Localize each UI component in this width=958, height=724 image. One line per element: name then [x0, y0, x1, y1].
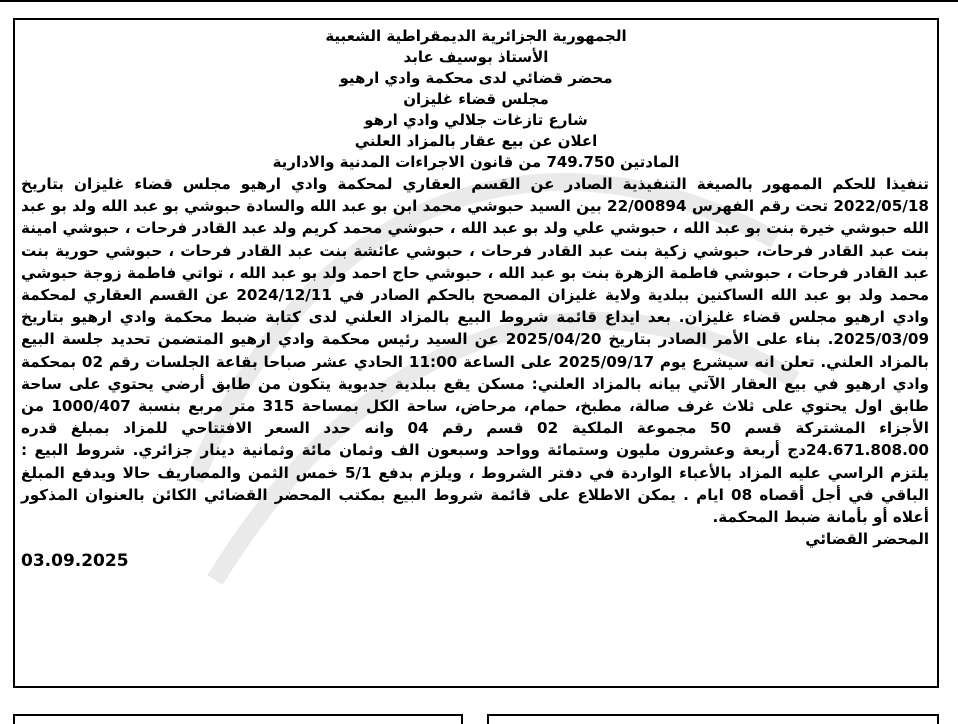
notice-date: 03.09.2025	[21, 551, 129, 572]
header-council: مجلس قضاء غليزان	[403, 90, 549, 108]
signature-label: المحضر القضائي	[805, 530, 929, 549]
header-bailiff-court: محضر قضائي لدى محكمة وادي ارهيو	[339, 69, 613, 87]
header-notice-title: اعلان عن بيع عقار بالمزاد العلني	[354, 132, 598, 150]
header-address: شارع تازغات جلالي وادي ارهو	[364, 111, 588, 129]
notice-body: تنفيذا للحكم الممهور بالصيغة التنفيذية الصادر عن القسم العقاري لمحكمة وادي ارهيو مجلس قضاء غليزان بتاريخ 2022/05/18 تحت رقم الفهرس 22/00894 بين السيد حبوشي محمد ابن بو عبد الله والسادة حبوشي بو عبد الله ولد بو عبد الله حبوشي خيرة بنت بو عبد الله ، حبوشي علي ولد بو عبد الله ، حبوشي محمد كريم ولد عبد القادر فرحات ، حبوشي امينة بنت عبد القادر فرحات، حبوشي زكية بنت عبد القادر فرحات ، حبوشي عائشة بنت عبد القادر فرحات ، حبوشي حورية بنت عبد القادر فرحات ، حبوشي فاطمة الزهرة بنت بو عبد الله ، حبوشي حاج احمد ولد بو عبد الله ، تواتي فاطمة زوجة حبوشي محمد ولد بو عبد الله الساكنين ببلدية ولاية غليزان المصحح بالحكم الصادر في 2024/12/11 عن القسم العقاري لمحكمة وادي ارهيو مجلس قضاء غليزان. بعد ايداع قائمة شروط البيع بالمزاد العلني لدى كتابة ضبط محكمة وادي ارهيو بتاريخ 2025/03/09. بناء على الأمر الصادر بتاريخ 2025/04/20 عن السيد رئيس محكمة وادي ارهيو المتضمن تحديد جلسة البيع بالمزاد العلني. تعلن انه سيشرع يوم 2025/09/17 على الساعة 11:00 الحادي عشر صباحا بقاعة الجلسات رقم 02 بمحكمة وادي ارهيو في بيع العقار الآتي بيانه بالمزاد العلني: مسكن يقع ببلدية جديوية يتكون من طابق أرضي يحتوي على ساحة طابق اول يحتوي على ثلاث غرف صالة، مطبخ، حمام، مرحاض، ساحة الكل بمساحة 315 متر مربع بنسبة 1000/407 من الأجزاء المشتركة قسم 50 مجموعة الملكية 02 قسم رقم 04 وانه حدد السعر الافتتاحي للمزاد بمبلغ قدره 24.671.808.00دج أربعة وعشرون مليون وستمائة وواحد وسبعون الف وثمان مائة وثمانية دينار جزائري. شروط البيع : يلتزم الراسي عليه المزاد بالأعباء الواردة في دفتر الشروط ، ويلزم بدفع 5/1 خمس الثمن والمصاريف حالا ويدفع المبلغ الباقي في أجل أقصاه 08 ايام . يمكن الاطلاع على قائمة شروط البيع بمكتب المحضر القضائي الكائن بالعنوان المذكور أعلاه أو بأمانة ضبط المحكمة.	[21, 175, 930, 527]
top-rule	[0, 0, 958, 2]
next-notice-frame-right	[487, 714, 939, 724]
header-legal-articles: المادتين 749.750 من قانون الاجراءات المدنية والادارية	[272, 153, 680, 171]
header-country: الجمهورية الجزائرية الديمقراطية الشعبية	[325, 27, 627, 45]
notice-header	[15, 20, 937, 173]
next-notice-frame-left	[13, 714, 463, 724]
legal-notice	[13, 18, 939, 688]
header-bailiff-name: الأستاذ بوسيف عابد	[403, 48, 549, 66]
